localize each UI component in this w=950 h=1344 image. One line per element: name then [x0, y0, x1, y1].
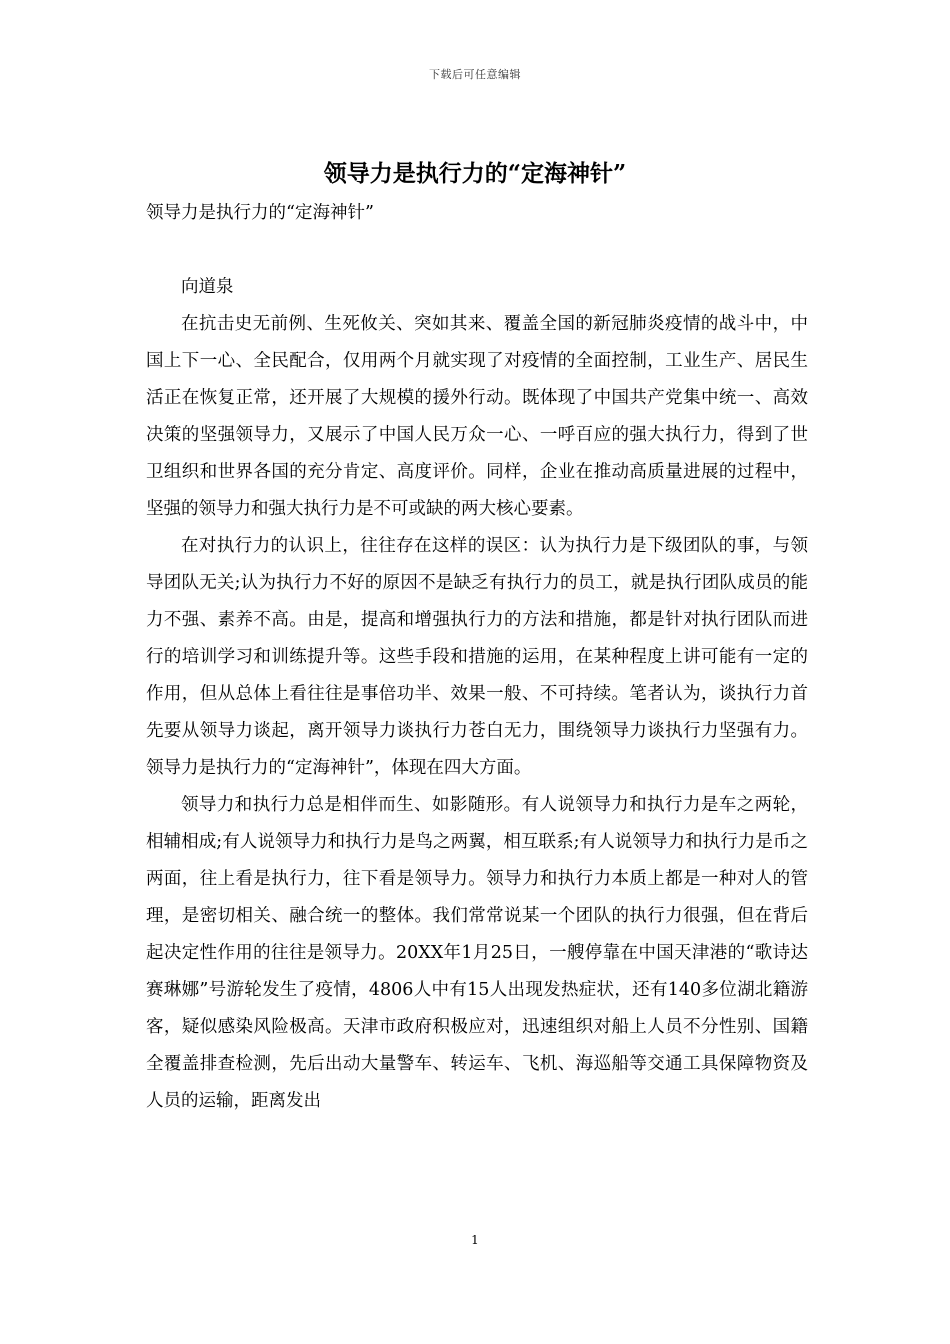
document-subtitle: 领导力是执行力的“定海神针” — [146, 203, 374, 223]
page-number: 1 — [471, 1233, 479, 1247]
paragraph-3: 领导力和执行力总是相伴而生、如影随形。有人说领导力和执行力是车之两轮，相辅相成;有人说领导力和执行力是鸟之两翼，相互联系;有人说领导力和执行力是币之两面，往上看是执行力，往下看是领导力。领导力和执行力本质上都是一种对人的管理，是密切相关、融合统一的整体。我们常常说某一个团队的执行力很强，但在背后起决定性作用的往往是领导力。20XX年1月25日，一艘停靠在中国天津港的“歌诗达赛琳娜”号游轮发生了疫情，4806人中有15人出现发热症状，还有140多位湖北籍游客，疑似感染风险极高。天津市政府积极应对，迅速组织对船上人员不分性别、国籍全覆盖排查检测，先后出动大量警车、转运车、飞机、海巡船等交通工具保障物资及人员的运输，距离发出 — [146, 795, 808, 1111]
document-body — [146, 195, 808, 1120]
header-note: 下载后可任意编辑 — [429, 68, 521, 81]
paragraph-2: 在对执行力的认识上，往往存在这样的误区：认为执行力是下级团队的事，与领导团队无关;认为执行力不好的原因不是缺乏有执行力的员工，就是执行团队成员的能力不强、素养不高。由是，提高和增强执行力的方法和措施，都是针对执行团队而进行的培训学习和训练提升等。这些手段和措施的运用，在某种程度上讲可能有一定的作用，但从总体上看往往是事倍功半、效果一般、不可持续。笔者认为，谈执行力首先要从领导力谈起，离开领导力谈执行力苍白无力，围绕领导力谈执行力坚强有力。领导力是执行力的“定海神针”，体现在四大方面。 — [146, 536, 808, 778]
document-title: 领导力是执行力的“定海神针” — [323, 160, 627, 187]
author-line: 向道泉 — [181, 277, 234, 297]
paragraph-1: 在抗击史无前例、生死攸关、突如其来、覆盖全国的新冠肺炎疫情的战斗中，中国上下一心、全民配合，仅用两个月就实现了对疫情的全面控制，工业生产、居民生活正在恢复正常，还开展了大规模的援外行动。既体现了中国共产党集中统一、高效决策的坚强领导力，又展示了中国人民万众一心、一呼百应的强大执行力，得到了世卫组织和世界各国的充分肯定、高度评价。同样，企业在推动高质量进展的过程中，坚强的领导力和强大执行力是不可或缺的两大核心要素。 — [146, 314, 808, 519]
